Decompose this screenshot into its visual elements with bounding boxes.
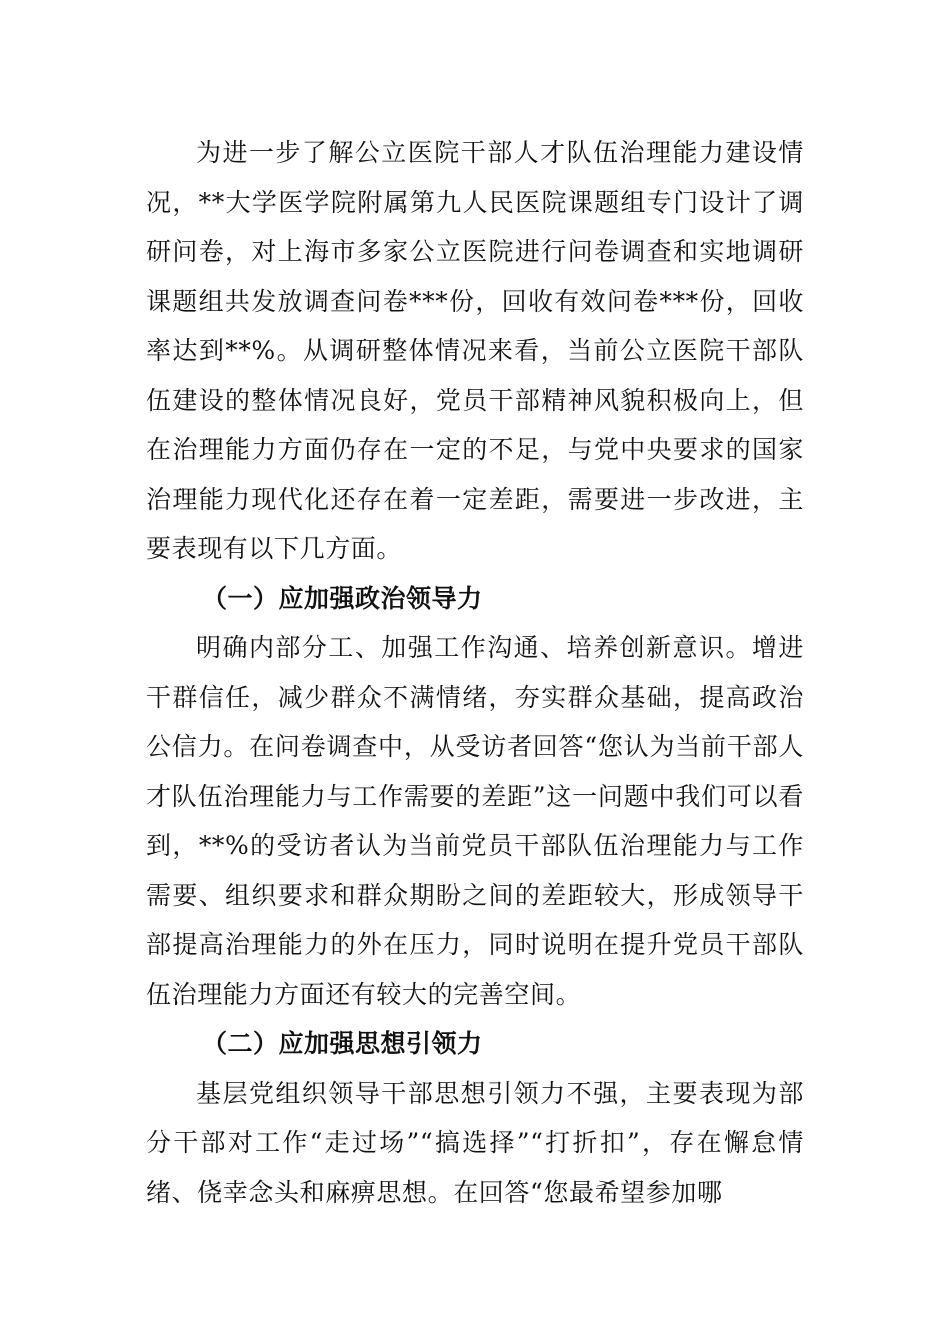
section-heading-2: （二）应加强思想引领力: [202, 1029, 483, 1058]
section-2-paragraph: 基层党组织领导干部思想引领力不强，主要表现为部分干部对工作“走过场”“搞选择”“打折扣”，存在懈怠情绪、侥幸念头和麻痹思想。在回答“您最希望参加哪: [146, 1078, 804, 1207]
section-heading-1: （一）应加强政治领导力: [202, 583, 483, 613]
intro-paragraph: 为进一步了解公立医院干部人才队伍治理能力建设情况，**大学医学院附属第九人民医院课题组专门设计了调研问卷，对上海市多家公立医院进行问卷调查和实地调研课题组共发放调查问卷***份，回收有效问卷***份，回收率达到**%。从调研整体情况来看，当前公立医院干部队伍建设的整体情况良好，党员干部精神风貌积极向上，但在治理能力方面仍存在一定的不足，与党中央要求的国家治理能力现代化还存在着一定差距，需要进一步改进，主要表现有以下几方面。: [146, 138, 804, 563]
document-body: [146, 128, 804, 1217]
section-1-paragraph: 明确内部分工、加强工作沟通、培养创新意识。增进干群信任，减少群众不满情绪，夯实群众基础，提高政治公信力。在问卷调查中，从受访者回答“您认为当前干部人才队伍治理能力与工作需要的差距”这一问题中我们可以看到，**%的受访者认为当前党员干部队伍治理能力与工作需要、组织要求和群众期盼之间的差距较大，形成领导干部提高治理能力的外在压力，同时说明在提升党员干部队伍治理能力方面还有较大的完善空间。: [146, 633, 804, 1009]
